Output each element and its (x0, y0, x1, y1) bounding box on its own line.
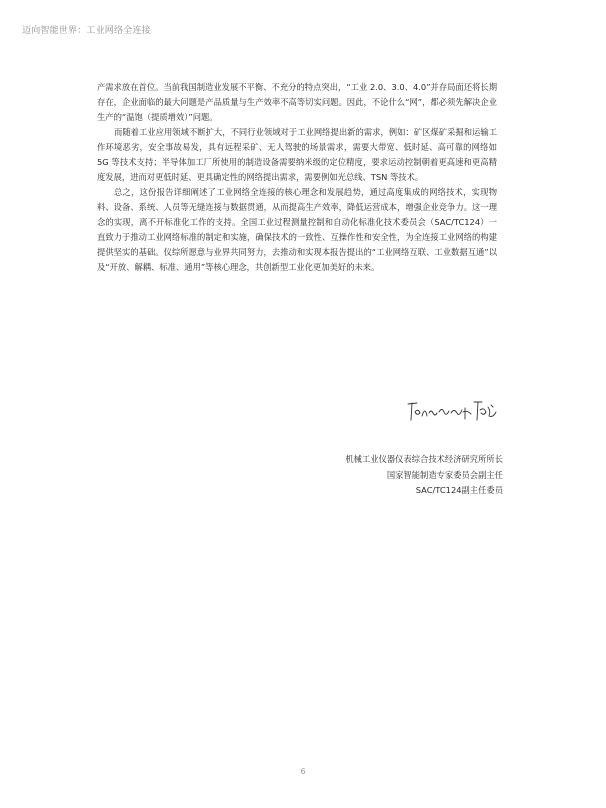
page-number: 6 (300, 767, 306, 776)
running-header: 迈向智能世界：工业网络全连接 (22, 26, 151, 36)
signature-block (345, 452, 503, 499)
paragraph-summary: 总之，这份报告详细阐述了工业网络全连接的核心理念和发展趋势，通过高度集成的网络技术，实现物料、设备、系统、人员等无缝连接与数据贯通，从而提高生产效率，降低运营成本，增强企业竞争力。这一理念的实现，离不开标准化工作的支持。全国工业过程测量控制和自动化标准化技术委员会（SAC/TC124）一直致力于推动工业网络标准的制定和实施，确保技术的一致性、互操作性和安全性，为全连接工业网络的构建提供坚实的基础。仪综所愿意与业界共同努力，去推动和实现本报告提出的“工业网络互联、工业数据互通”以及“开放、解耦、标准、通用”等核心理念，共创新型工业化更加美好的未来。 (97, 187, 497, 272)
paragraph-industrial-needs: 而随着工业应用领域不断扩大，不同行业领域对于工业网络提出新的需求，例如：矿区煤矿采掘和运输工作环境恶劣，安全事故易发，具有远程采矿、无人驾驶的场景需求，需要大带宽、低时延、高可靠的网络如 5G 等技术支持；半导体加工厂所使用的制造设备需要纳米级的定位精度，要求运动控制朝着更高速和更高精度发展，进而对更低时延、更具确定性的网络提出需求，需要例如光总线、TSN 等技术。 (97, 127, 497, 182)
signatory-title-2: 国家智能制造专家委员会副主任 (386, 469, 503, 480)
signatory-title-3: SAC/TC124副主任委员 (415, 485, 503, 495)
body-text (97, 80, 497, 275)
handwritten-signature (405, 398, 500, 426)
paragraph-continued: 产需求放在首位。当前我国制造业发展不平衡、不充分的特点突出，“工业 2.0、3.0、4.0”并存局面还将长期存在，企业面临的最大问题是产品质量与生产效率不高等切实问题。因此，不论什么“网”，都必须先解决企业生产的“温饱（提质增效）”问题。 (97, 82, 497, 122)
signatory-title-1: 机械工业仪器仪表综合技术经济研究所所长 (345, 454, 503, 464)
